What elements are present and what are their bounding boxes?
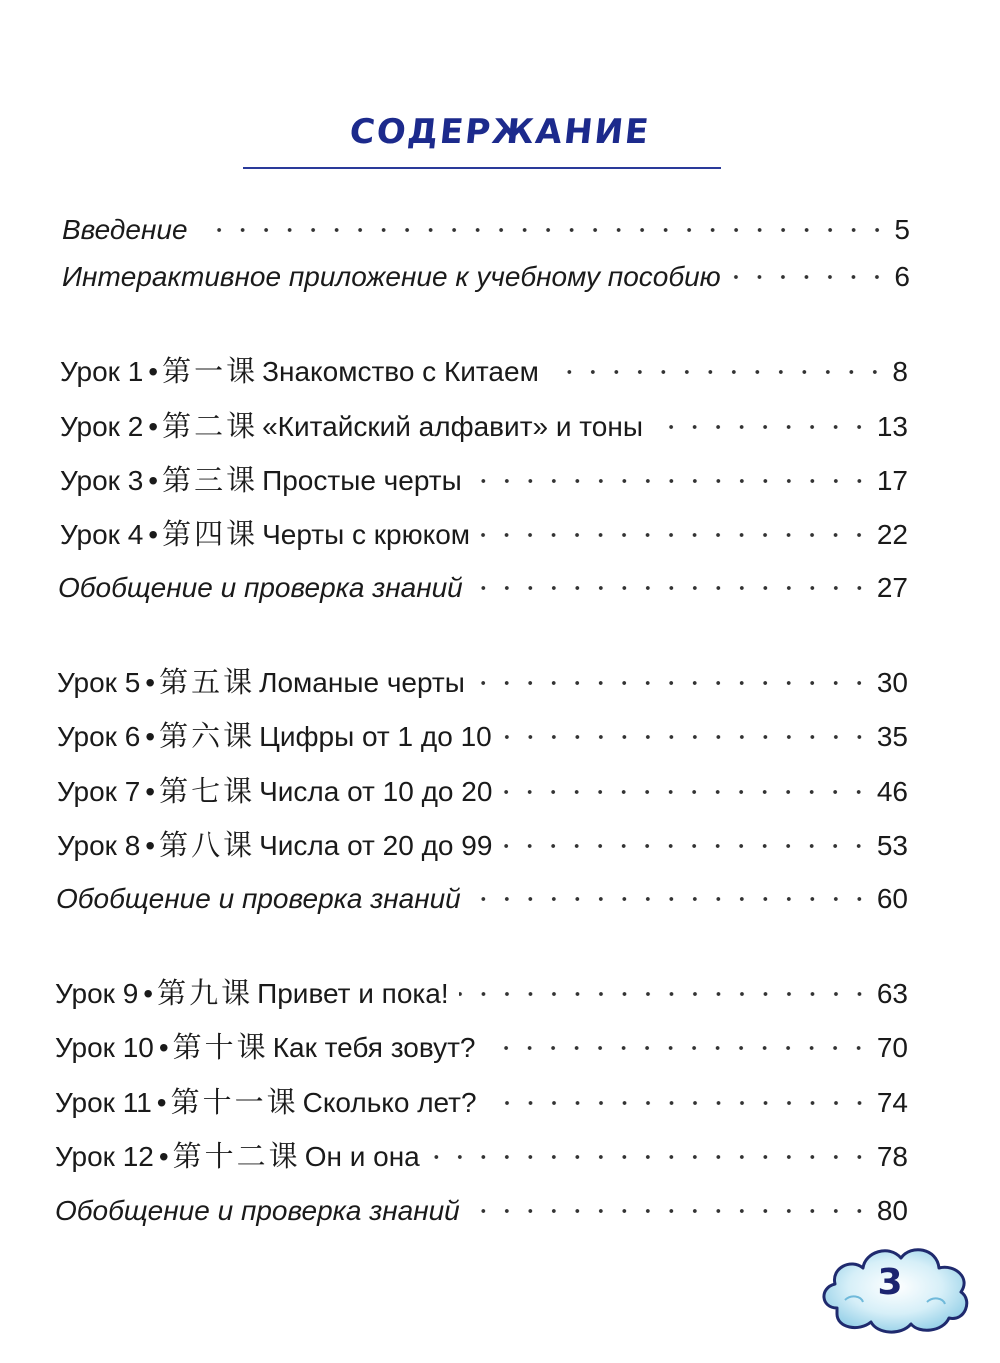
dot-leader <box>487 1101 871 1105</box>
lesson-label: Урок 10 <box>55 1032 154 1063</box>
toc-page-number: 74 <box>876 1087 908 1118</box>
toc-entry-text: Сколько лет? <box>302 1087 477 1118</box>
toc-entry-lesson-6[interactable] <box>57 716 908 756</box>
page-number: 3 <box>877 1262 903 1303</box>
toc-page-number: 6 <box>894 261 910 292</box>
toc-page-number: 80 <box>876 1195 908 1226</box>
bullet: • <box>145 721 156 752</box>
bullet: • <box>148 411 159 442</box>
toc-page-number: 60 <box>876 883 908 914</box>
bullet: • <box>158 1141 169 1172</box>
toc-page-number: 17 <box>876 465 908 496</box>
lesson-label: Урок 1 <box>60 356 144 387</box>
toc-entry-review-3[interactable] <box>55 1191 908 1231</box>
toc-entry-review-2[interactable] <box>56 879 908 919</box>
toc-entry-text: Обобщение и проверка знаний <box>58 572 463 603</box>
dot-leader <box>470 1209 871 1213</box>
lesson-label: Урок 6 <box>57 721 141 752</box>
dot-leader <box>471 897 871 901</box>
toc-entry-lesson-4[interactable] <box>60 514 908 554</box>
dot-leader <box>430 1155 871 1159</box>
chinese-lesson-title: 第十课 <box>172 1030 269 1064</box>
toc-entry-lesson-9[interactable] <box>55 973 908 1013</box>
toc-page-number: 22 <box>876 519 908 550</box>
toc-entry-lesson-11[interactable] <box>55 1082 908 1122</box>
toc-entry-lesson-1[interactable] <box>60 351 908 391</box>
toc-entry-text: Обобщение и проверка знаний <box>56 883 461 914</box>
lesson-label: Урок 11 <box>55 1087 152 1118</box>
chinese-lesson-title: 第五课 <box>159 665 256 699</box>
chinese-lesson-title: 第十一课 <box>170 1085 299 1119</box>
toc-entry-interactive-app[interactable] <box>62 257 910 297</box>
bullet: • <box>156 1087 167 1118</box>
dot-leader <box>549 370 887 374</box>
toc-entry-text: Черты с крюком <box>262 519 471 550</box>
toc-page-number: 8 <box>892 356 908 387</box>
lesson-label: Урок 3 <box>60 465 144 496</box>
chinese-lesson-title: 第三课 <box>162 463 259 497</box>
toc-page-number: 46 <box>876 776 908 807</box>
toc-page-number: 78 <box>876 1141 908 1172</box>
bullet: • <box>145 830 156 861</box>
toc-page-number: 30 <box>876 667 908 698</box>
dot-leader <box>198 228 889 232</box>
lesson-label: Урок 9 <box>55 978 139 1009</box>
chinese-lesson-title: 第四课 <box>162 517 259 551</box>
toc-entry-text: Как тебя зовут? <box>272 1032 476 1063</box>
toc-entry-review-1[interactable] <box>58 568 908 608</box>
dot-leader <box>475 681 871 685</box>
toc-entry-lesson-12[interactable] <box>55 1136 908 1176</box>
lesson-label: Урок 2 <box>60 411 144 442</box>
lesson-label: Урок 4 <box>60 519 144 550</box>
dot-leader <box>473 586 871 590</box>
toc-entry-lesson-2[interactable] <box>60 406 908 446</box>
toc-entry-text: Числа от 10 до 20 <box>259 776 493 807</box>
page-title: СОДЕРЖАНИЕ <box>347 112 653 152</box>
toc-entry-text: Числа от 20 до 99 <box>259 830 493 861</box>
dot-leader <box>480 533 871 537</box>
toc-page-number: 63 <box>876 978 908 1009</box>
toc-entry-text: Введение <box>62 214 188 245</box>
dot-leader <box>459 992 871 996</box>
bullet: • <box>158 1032 169 1063</box>
toc-entry-text: Простые черты <box>262 465 462 496</box>
dot-leader <box>485 1046 870 1050</box>
toc-entry-text: Знакомство с Китаем <box>262 356 539 387</box>
toc-entry-lesson-3[interactable] <box>60 460 908 500</box>
toc-page-number: 70 <box>876 1032 908 1063</box>
dot-leader <box>502 735 871 739</box>
toc-entry-lesson-8[interactable] <box>57 825 908 865</box>
toc-entry-text: Ломаные черты <box>259 667 465 698</box>
toc-page-number: 27 <box>876 572 908 603</box>
dot-leader <box>502 844 870 848</box>
dot-leader <box>653 425 871 429</box>
chinese-lesson-title: 第八课 <box>159 828 256 862</box>
toc-page-number: 13 <box>876 411 908 442</box>
dot-leader <box>472 479 871 483</box>
bullet: • <box>143 978 154 1009</box>
toc-entry-text: Интерактивное приложение к учебному пособию <box>62 261 721 292</box>
bullet: • <box>145 776 156 807</box>
chinese-lesson-title: 第一课 <box>162 354 259 388</box>
toc-page-number: 53 <box>876 830 908 861</box>
lesson-label: Урок 5 <box>57 667 141 698</box>
toc-entry-text: «Китайский алфавит» и тоны <box>262 411 643 442</box>
toc-entry-text: Он и она <box>304 1141 420 1172</box>
dot-leader <box>502 790 870 794</box>
toc-entry-lesson-7[interactable] <box>57 771 908 811</box>
toc-entry-introduction[interactable] <box>62 210 910 250</box>
chinese-lesson-title: 第二课 <box>162 409 259 443</box>
toc-page-number: 35 <box>876 721 908 752</box>
bullet: • <box>148 465 159 496</box>
lesson-label: Урок 8 <box>57 830 141 861</box>
chinese-lesson-title: 第九课 <box>157 976 254 1010</box>
dot-leader <box>731 275 889 279</box>
toc-entry-text: Обобщение и проверка знаний <box>55 1195 460 1226</box>
toc-entry-text: Привет и пока! <box>257 978 449 1009</box>
chinese-lesson-title: 第六课 <box>159 719 256 753</box>
chinese-lesson-title: 第十二课 <box>172 1139 301 1173</box>
bullet: • <box>148 356 159 387</box>
lesson-label: Урок 12 <box>55 1141 154 1172</box>
bullet: • <box>145 667 156 698</box>
chinese-lesson-title: 第七课 <box>159 774 256 808</box>
toc-page-number: 5 <box>894 214 910 245</box>
toc-entry-lesson-5[interactable] <box>57 662 908 702</box>
lesson-label: Урок 7 <box>57 776 141 807</box>
toc-entry-lesson-10[interactable] <box>55 1027 908 1067</box>
toc-entry-text: Цифры от 1 до 10 <box>259 721 492 752</box>
bullet: • <box>148 519 159 550</box>
